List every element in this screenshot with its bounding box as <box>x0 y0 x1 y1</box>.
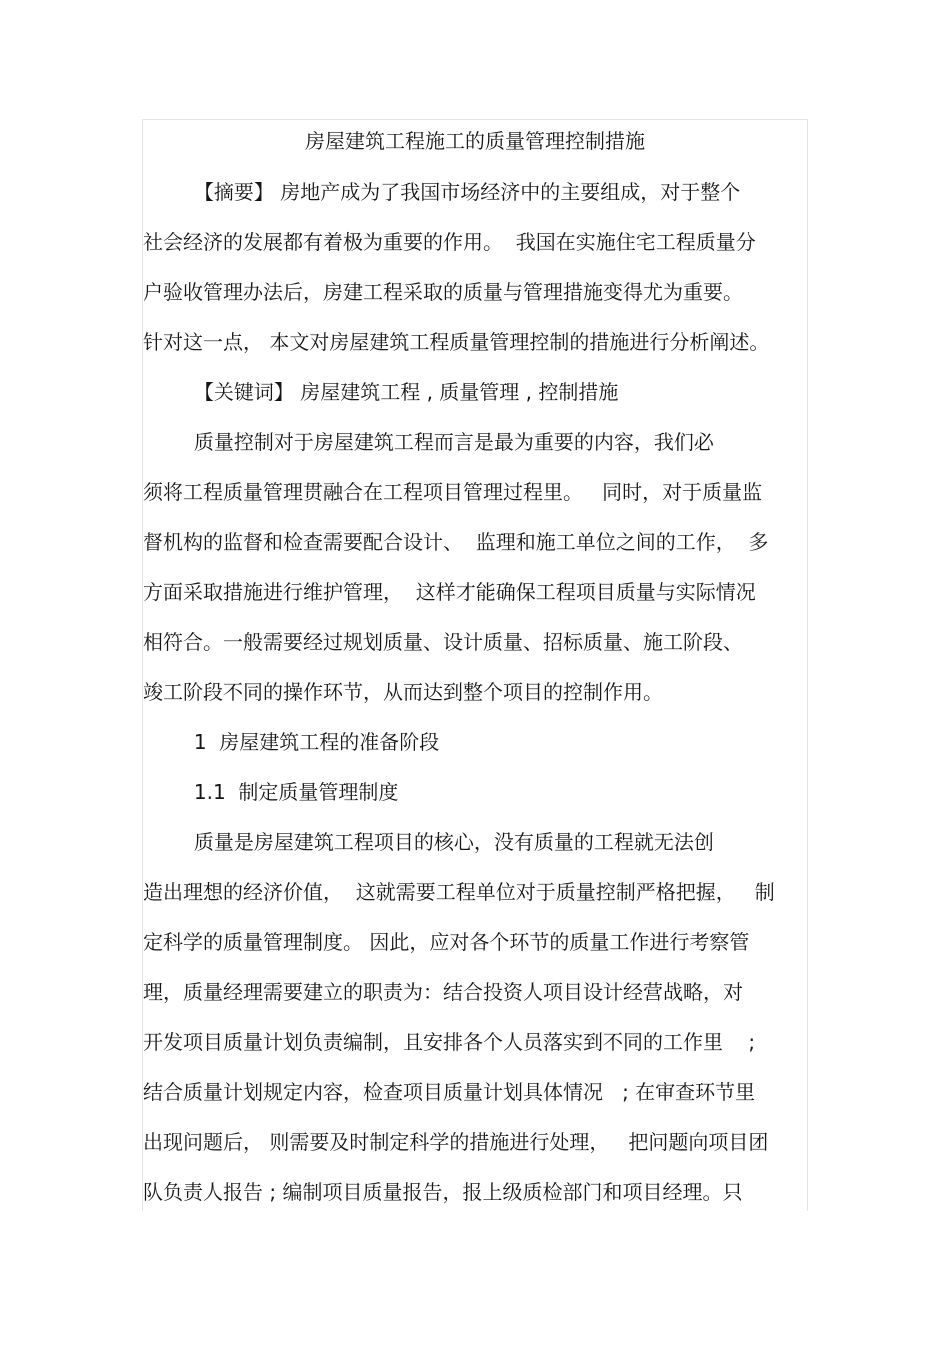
section-heading: 1 房屋建筑工程的准备阶段 <box>143 730 440 754</box>
page-border-top <box>142 119 808 120</box>
body-line: 造出理想的经济价值， 这就需要工程单位对于质量控制严格把握， 制 <box>143 880 775 904</box>
body-line: 质量是房屋建筑工程项目的核心，没有质量的工程就无法创 <box>143 830 714 854</box>
body-line: 理，质量经理需要建立的职责为：结合投资人项目设计经营战略，对 <box>143 980 743 1004</box>
body-line: 队负责人报告 ; 编制项目质量报告，报上级质检部门和项目经理。只 <box>143 1180 743 1204</box>
body-line: 质量控制对于房屋建筑工程而言是最为重要的内容，我们必 <box>143 430 714 454</box>
body-line: 竣工阶段不同的操作环节，从而达到整个项目的控制作用。 <box>143 680 663 704</box>
body-line: 须将工程质量管理贯融合在工程项目管理过程里。 同时，对于质量监 <box>143 480 763 504</box>
body-line: 方面采取措施进行维护管理， 这样才能确保工程项目质量与实际情况 <box>143 580 756 604</box>
abstract-line: 户验收管理办法后，房建工程采取的质量与管理措施变得尤为重要。 <box>143 280 743 304</box>
keywords-line: 【关键词】 房屋建筑工程 , 质量管理 , 控制措施 <box>143 380 619 404</box>
body-line: 出现问题后， 则需要及时制定科学的措施进行处理， 把问题向项目团 <box>143 1130 769 1154</box>
body-line: 督机构的监督和检查需要配合设计、 监理和施工单位之间的工作， 多 <box>143 530 769 554</box>
abstract-line: 针对这一点， 本文对房屋建筑工程质量管理控制的措施进行分析阐述。 <box>143 330 770 354</box>
body-line: 相符合。一般需要经过规划质量、设计质量、招标质量、施工阶段、 <box>143 630 743 654</box>
document-title: 房屋建筑工程施工的质量管理控制措施 <box>305 129 645 153</box>
abstract-line: 【摘要】 房地产成为了我国市场经济中的主要组成，对于整个 <box>143 180 741 204</box>
body-line: 定科学的质量管理制度。 因此，应对各个环节的质量工作进行考察管 <box>143 930 750 954</box>
body-line: 结合质量计划规定内容，检查项目质量计划具体情况 ; 在审查环节里 <box>143 1080 756 1104</box>
page-border-right <box>807 119 808 1211</box>
abstract-line: 社会经济的发展都有着极为重要的作用。 我国在实施住宅工程质量分 <box>143 230 756 254</box>
subsection-heading: 1.1 制定质量管理制度 <box>143 780 399 804</box>
body-line: 开发项目质量计划负责编制，且安排各个人员落实到不同的工作里 ; <box>143 1030 756 1054</box>
